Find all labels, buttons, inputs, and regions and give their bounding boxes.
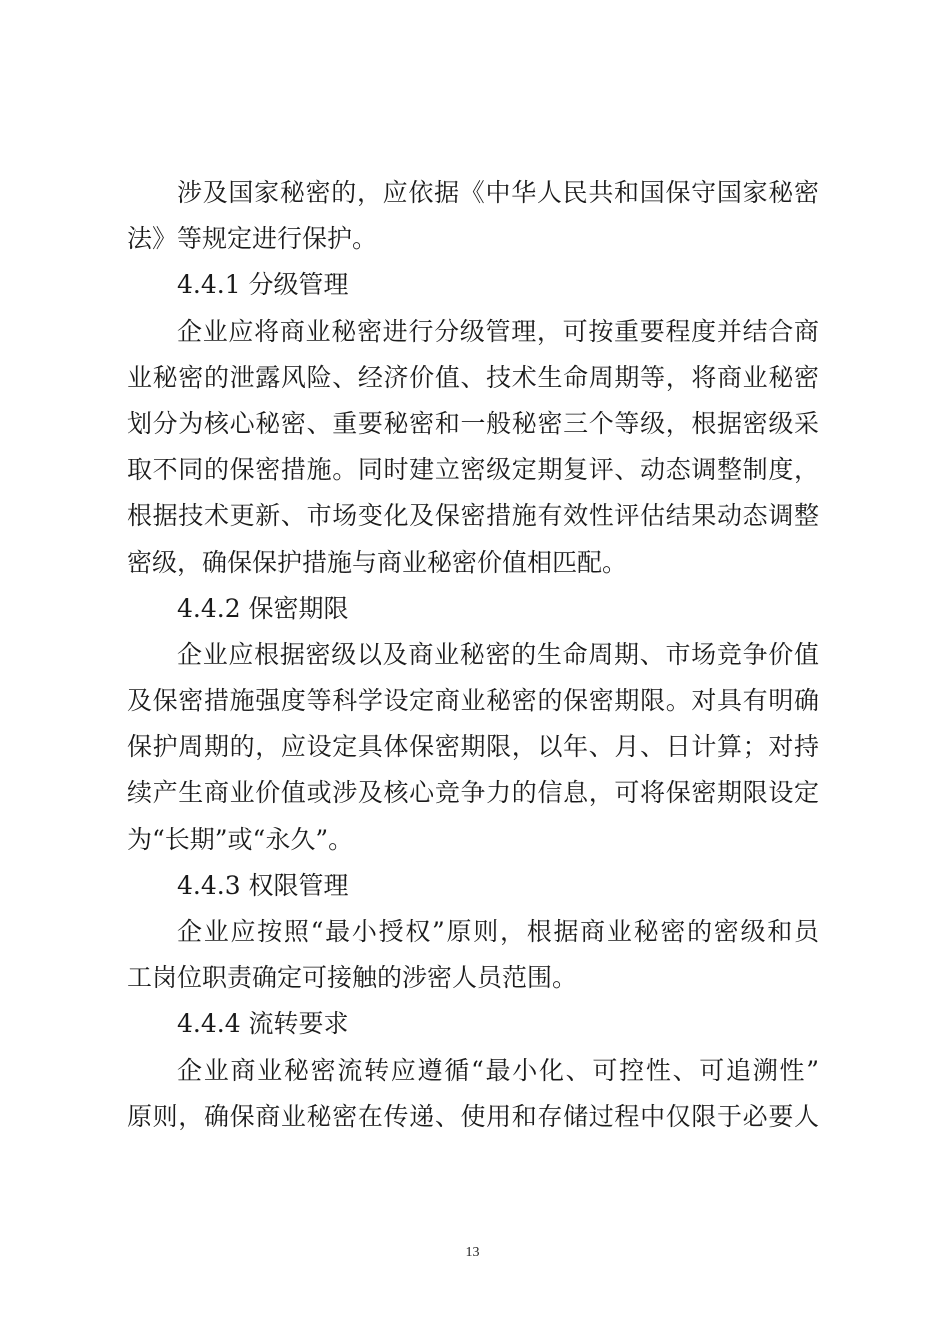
body-text <box>127 170 819 1140</box>
paragraph-line: 涉及国家秘密的，应依据《中华人民共和国保守国家秘密 <box>177 178 819 207</box>
paragraph-line: 划分为核心秘密、重要秘密和一般秘密三个等级，根据密级采 <box>127 408 819 438</box>
paragraph-line: 为“长期”或“永久”。 <box>127 824 354 854</box>
paragraph-line: 及保密措施强度等科学设定商业秘密的保密期限。对具有明确 <box>127 686 819 716</box>
page-number: 13 <box>465 1245 480 1260</box>
paragraph-line: 取不同的保密措施。同时建立密级定期复评、动态调整制度， <box>127 455 819 485</box>
paragraph-line: 密级，确保保护措施与商业秘密价值相匹配。 <box>127 547 628 577</box>
section-heading-4-4-4: 4.4.4 流转要求 <box>177 1009 349 1039</box>
paragraph-line: 业秘密的泄露风险、经济价值、技术生命周期等，将商业秘密 <box>127 362 819 392</box>
section-heading-4-4-3: 4.4.3 权限管理 <box>177 870 349 900</box>
paragraph-line: 保护周期的，应设定具体保密期限，以年、月、日计算；对持 <box>127 732 819 762</box>
paragraph-line: 企业应按照“最小授权”原则，根据商业秘密的密级和员 <box>177 917 819 946</box>
paragraph-line: 企业应根据密级以及商业秘密的生命周期、市场竞争价值 <box>177 639 819 669</box>
section-heading-4-4-1: 4.4.1 分级管理 <box>177 270 349 300</box>
paragraph-line: 企业应将商业秘密进行分级管理，可按重要程度并结合商 <box>177 316 819 346</box>
paragraph-line: 原则，确保商业秘密在传递、使用和存储过程中仅限于必要人 <box>127 1101 819 1131</box>
section-heading-4-4-2: 4.4.2 保密期限 <box>177 593 349 623</box>
paragraph-line: 工岗位职责确定可接触的涉密人员范围。 <box>127 963 578 993</box>
paragraph-line: 续产生商业价值或涉及核心竞争力的信息，可将保密期限设定 <box>127 778 819 808</box>
paragraph-line: 根据技术更新、市场变化及保密措施有效性评估结果动态调整 <box>127 501 819 531</box>
paragraph-line: 法》等规定进行保护。 <box>127 224 378 254</box>
paragraph-line: 企业商业秘密流转应遵循“最小化、可控性、可追溯性” <box>177 1055 819 1085</box>
